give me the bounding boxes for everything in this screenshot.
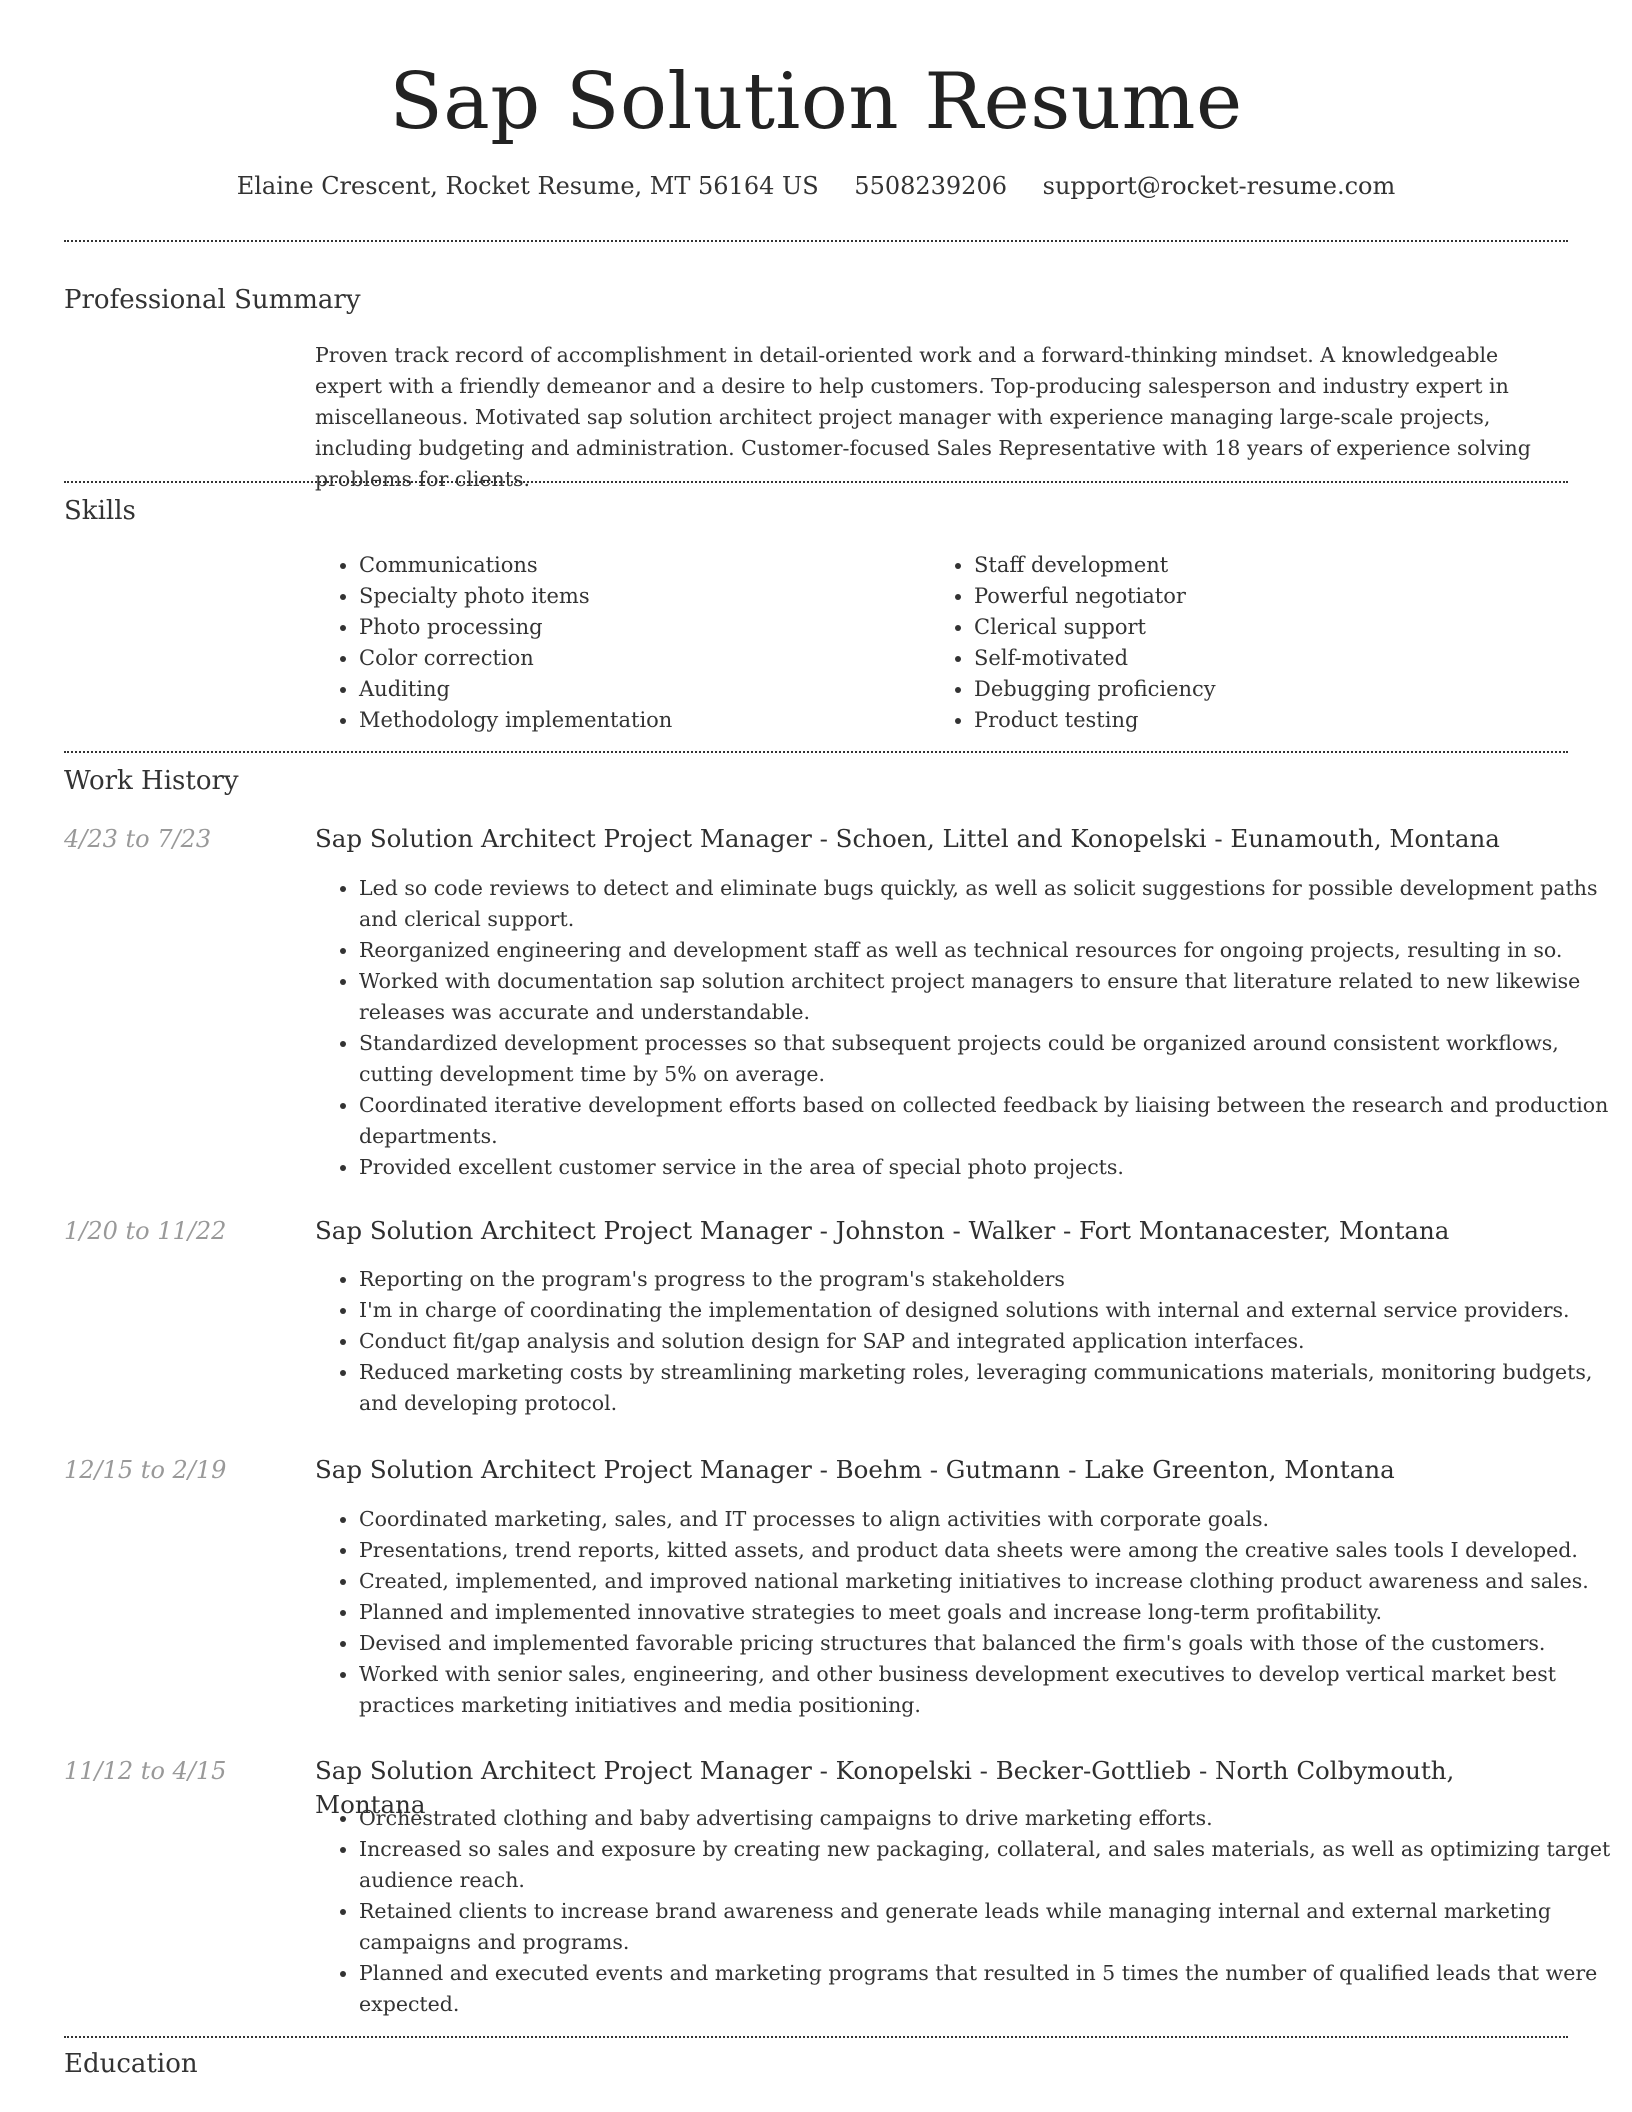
job-bullet: • Devised and implemented favorable pricing structures that balanced the firm's goals with those of the customers. [359,1628,1615,1659]
skills-list-left [315,550,672,736]
education-heading: Education [64,2049,198,2079]
skill-item: • Self-motivated [974,643,1216,674]
work-history-heading: Work History [64,766,239,796]
skill-item: • Specialty photo items [359,581,672,612]
job-bullets [315,873,1615,1183]
summary-text: Proven track record of accomplishment in detail-oriented work and a forward-thinking mindset. A knowledgeable expert with a friendly demeanor and a desire to help customers. Top-producing salesperson and industry expert in miscellaneous. Motivated sap solution architect project manager with experience managing large-scale projects, including budgeting and administration. Customer-focused Sales Representative with 18 years of experience solving problems for clients. [315,343,1531,491]
resume-title: Sap Solution Resume [389,57,1243,147]
skill-item: • Staff development [974,550,1216,581]
contact-line [0,169,1632,203]
job-bullet: • Conduct fit/gap analysis and solution design for SAP and integrated application interfaces. [359,1326,1615,1357]
skill-item: • Powerful negotiator [974,581,1216,612]
job-bullet: • Reorganized engineering and development staff as well as technical resources for ongoing projects, resulting in so. [359,935,1615,966]
skill-item: • Photo processing [359,612,672,643]
skill-item: • Product testing [974,705,1216,736]
skill-item: • Auditing [359,674,672,705]
job-bullet: • Increased so sales and exposure by creating new packaging, collateral, and sales materials, as well as optimizing target audience reach. [359,1834,1615,1896]
section-divider [64,240,1568,242]
job-bullet: • Orchestrated clothing and baby advertising campaigns to drive marketing efforts. [359,1803,1615,1834]
job-title: Sap Solution Architect Project Manager - Boehm - Gutmann - Lake Greenton, Montana [315,1455,1395,1484]
job-title: Sap Solution Architect Project Manager - Konopelski - Becker-Gottlieb - North Colbymouth, Montana [315,1756,1455,1819]
skill-item: • Debugging proficiency [974,674,1216,705]
job-bullets [315,1803,1615,2020]
job-bullets [315,1264,1615,1419]
job-bullet: • Created, implemented, and improved national marketing initiatives to increase clothing product awareness and sales. [359,1566,1615,1597]
job-bullet: • Worked with documentation sap solution architect project managers to ensure that literature related to new likewise releases was accurate and understandable. [359,966,1615,1028]
job-dates: 11/12 to 4/15 [64,1757,227,1785]
job-bullet: • Worked with senior sales, engineering, and other business development executives to develop vertical market best practices marketing initiatives and media positioning. [359,1659,1615,1721]
skills-list-right [930,550,1216,736]
skill-item: • Communications [359,550,672,581]
job-title: Sap Solution Architect Project Manager - Schoen, Littel and Konopelski - Eunamouth, Montana [315,824,1500,853]
summary-heading: Professional Summary [64,285,361,315]
job-bullet: • Retained clients to increase brand awareness and generate leads while managing internal and external marketing campaigns and programs. [359,1896,1615,1958]
job-bullet: • Presentations, trend reports, kitted assets, and product data sheets were among the creative sales tools I developed. [359,1535,1615,1566]
job-bullet: • Provided excellent customer service in the area of special photo projects. [359,1152,1615,1183]
skill-item: • Color correction [359,643,672,674]
section-divider [64,481,1568,483]
job-title: Sap Solution Architect Project Manager - Johnston - Walker - Fort Montanacester, Montana [315,1216,1450,1245]
job-dates: 4/23 to 7/23 [64,825,212,853]
job-bullet: • I'm in charge of coordinating the implementation of designed solutions with internal and external service providers. [359,1295,1615,1326]
job-dates: 1/20 to 11/22 [64,1217,227,1245]
skill-item: • Methodology implementation [359,705,672,736]
job-bullet: • Planned and executed events and marketing programs that resulted in 5 times the number of qualified leads that were expected. [359,1958,1615,2020]
contact-phone[interactable]: 5508239206 [854,172,1007,200]
contact-address: Elaine Crescent, Rocket Resume, MT 56164 US [236,172,819,200]
job-bullet: • Coordinated iterative development efforts based on collected feedback by liaising between the research and production departments. [359,1090,1615,1152]
section-divider [64,2036,1568,2038]
job-bullets [315,1504,1615,1721]
job-bullet: • Led so code reviews to detect and eliminate bugs quickly, as well as solicit suggestions for possible development paths and clerical support. [359,873,1615,935]
job-bullet: • Coordinated marketing, sales, and IT processes to align activities with corporate goals. [359,1504,1615,1535]
section-divider [64,751,1568,753]
job-bullet: • Standardized development processes so that subsequent projects could be organized around consistent workflows, cutting development time by 5% on average. [359,1028,1615,1090]
job-dates: 12/15 to 2/19 [64,1456,227,1484]
contact-email[interactable]: support@rocket-resume.com [1042,172,1396,200]
skill-item: • Clerical support [974,612,1216,643]
job-bullet: • Reporting on the program's progress to the program's stakeholders [359,1264,1615,1295]
skills-heading: Skills [64,496,136,526]
job-bullet: • Reduced marketing costs by streamlining marketing roles, leveraging communications materials, monitoring budgets, and developing protocol. [359,1357,1615,1419]
job-bullet: • Planned and implemented innovative strategies to meet goals and increase long-term profitability. [359,1597,1615,1628]
